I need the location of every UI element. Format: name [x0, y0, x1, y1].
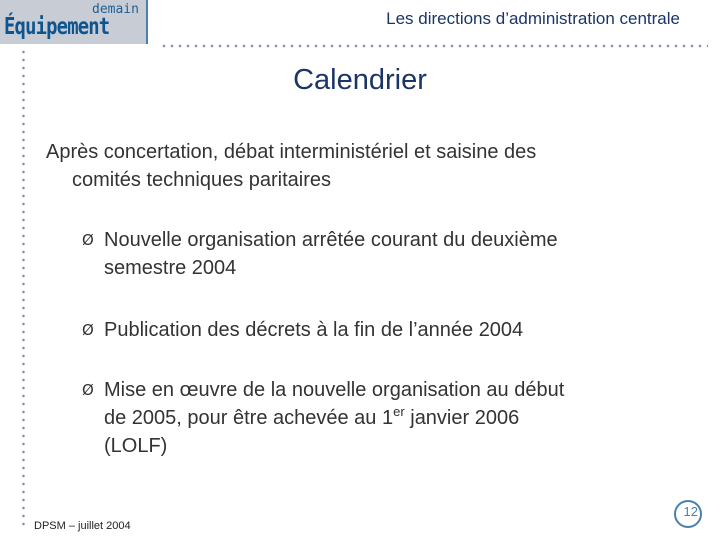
bullet-item: [82, 376, 682, 460]
bullet-line: semestre 2004: [104, 257, 237, 279]
arrow-bullet-icon: Ø: [82, 381, 94, 399]
intro-line-2: comités techniques paritaires: [72, 169, 332, 191]
bullet-text: de 2005, pour être achevée au 1: [104, 407, 394, 429]
bullet-line: (LOLF): [104, 435, 168, 457]
bullet-line: Publication des décrets à la fin de l’année 2004: [104, 319, 524, 341]
arrow-bullet-icon: Ø: [82, 231, 94, 249]
ordinal-superscript: er: [393, 404, 405, 419]
intro-paragraph: [46, 138, 666, 194]
header-dotted-divider: [160, 44, 708, 48]
page-number-badge: 12: [674, 500, 702, 528]
intro-line-1: Après concertation, débat interministériel et saisine des: [46, 141, 537, 163]
bullet-item: [82, 316, 682, 344]
logo-subtitle: demain: [92, 2, 139, 17]
bullet-item: [82, 226, 682, 282]
bullet-text: janvier 2006: [404, 407, 520, 429]
arrow-bullet-icon: Ø: [82, 321, 94, 339]
side-dotted-divider: [21, 48, 26, 526]
header-title: Les directions d’administration centrale: [386, 9, 680, 28]
bullet-line: Nouvelle organisation arrêtée courant du deuxième: [104, 229, 558, 251]
bullet-line: Mise en œuvre de la nouvelle organisation au début: [104, 379, 565, 401]
footer-text: DPSM – juillet 2004: [34, 520, 131, 532]
bullet-line: [104, 404, 682, 432]
logo-title: Équipement: [4, 14, 110, 40]
equipement-demain-logo: [0, 0, 148, 44]
slide-title: Calendrier: [293, 64, 427, 96]
